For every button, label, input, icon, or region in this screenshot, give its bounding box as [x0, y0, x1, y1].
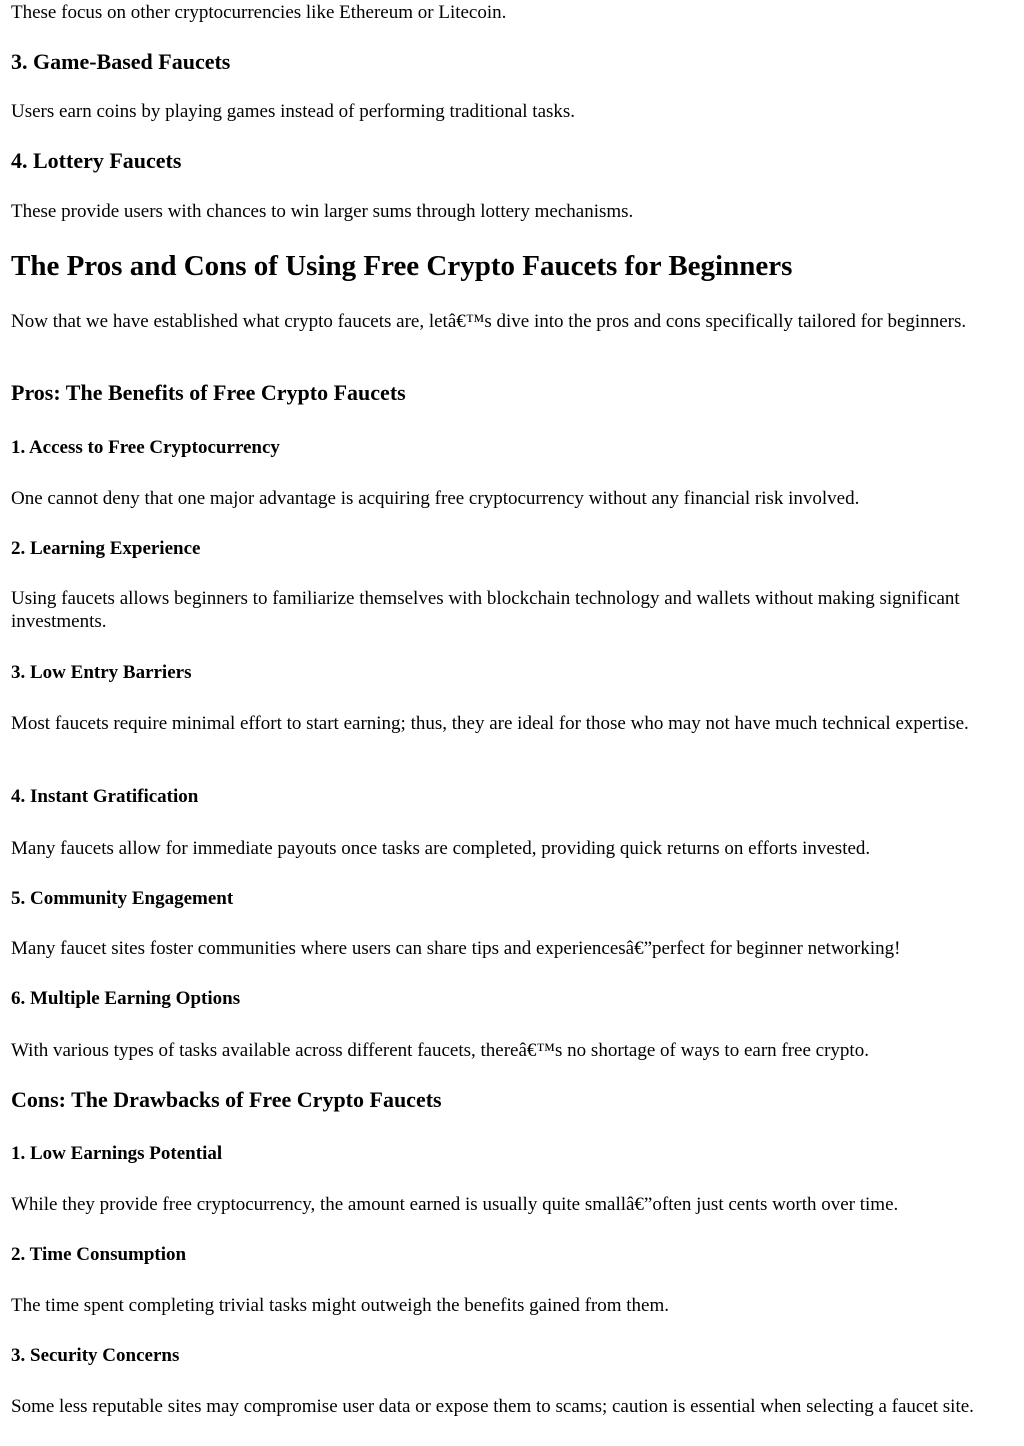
cons-item-heading-1: 1. Low Earnings Potential	[11, 1143, 223, 1164]
cons-item-heading-3: 3. Security Concerns	[11, 1345, 180, 1366]
cons-item-text-1: While they provide free cryptocurrency, the amount earned is usually quite smallâ€”often just cents worth over time.	[11, 1194, 899, 1215]
pros-item-text-4: Many faucets allow for immediate payouts once tasks are completed, providing quick returns on efforts invested.	[11, 838, 871, 859]
paragraph-game-based: Users earn coins by playing games instead of performing traditional tasks.	[11, 101, 576, 122]
cons-item-text-3: Some less reputable sites may compromise user data or expose them to scams; caution is essential when selecting a faucet site.	[11, 1396, 974, 1417]
pros-item-text-2: Using faucets allows beginners to familiarize themselves with blockchain technology and wallets without making significant investments.	[11, 588, 960, 632]
pros-item-text-1: One cannot deny that one major advantage is acquiring free cryptocurrency without any financial risk involved.	[11, 488, 860, 509]
cons-item-text-2: The time spent completing trivial tasks might outweigh the benefits gained from them.	[11, 1295, 669, 1316]
pros-item-heading-4: 4. Instant Gratification	[11, 786, 199, 807]
cons-heading: Cons: The Drawbacks of Free Crypto Faucets	[11, 1087, 442, 1112]
main-heading: The Pros and Cons of Using Free Crypto Faucets for Beginners	[11, 250, 793, 282]
pros-item-text-6: With various types of tasks available across different faucets, thereâ€™s no shortage of ways to earn free crypto.	[11, 1040, 869, 1061]
pros-heading: Pros: The Benefits of Free Crypto Faucets	[11, 380, 406, 405]
pros-item-text-3: Most faucets require minimal effort to start earning; thus, they are ideal for those who may not have much technical expertise.	[11, 713, 969, 734]
pros-item-heading-2: 2. Learning Experience	[11, 538, 201, 559]
paragraph-lottery: These provide users with chances to win larger sums through lottery mechanisms.	[11, 201, 634, 222]
pros-item-text-5: Many faucet sites foster communities where users can share tips and experiencesâ€”perfect for beginner networking!	[11, 938, 901, 959]
main-intro-paragraph: Now that we have established what crypto faucets are, letâ€™s dive into the pros and cons specifically tailored for beginners.	[11, 311, 967, 332]
pros-item-heading-6: 6. Multiple Earning Options	[11, 988, 241, 1009]
pros-item-heading-1: 1. Access to Free Cryptocurrency	[11, 437, 280, 458]
pros-item-heading-5: 5. Community Engagement	[11, 888, 234, 909]
section-heading-game-based: 3. Game-Based Faucets	[11, 49, 231, 74]
intro-paragraph: These focus on other cryptocurrencies like Ethereum or Litecoin.	[11, 2, 507, 23]
cons-item-heading-2: 2. Time Consumption	[11, 1244, 187, 1265]
pros-item-heading-3: 3. Low Entry Barriers	[11, 662, 192, 683]
section-heading-lottery: 4. Lottery Faucets	[11, 148, 182, 173]
